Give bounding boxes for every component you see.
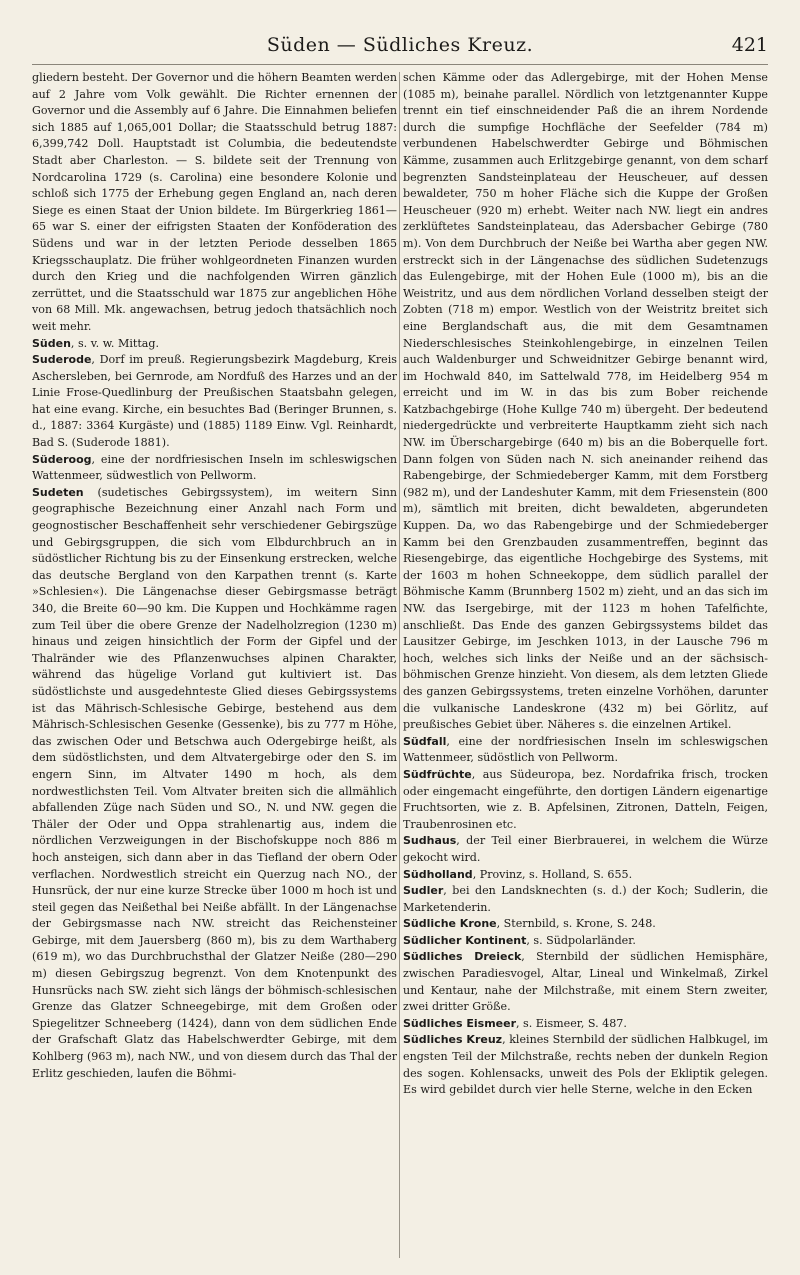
page-number: 421 <box>731 34 768 56</box>
entry-definition: , s. Eismeer, S. 487. <box>516 1016 627 1030</box>
dictionary-entry <box>403 949 768 1015</box>
continued-paragraph <box>403 70 768 734</box>
left-column <box>32 70 397 1260</box>
entry-headword: Süden <box>32 336 71 350</box>
entry-definition: , bei den Landsknechten (s. d.) der Koch; Sudlerin, die Marketenderin. <box>403 884 768 914</box>
continued-paragraph <box>32 70 397 336</box>
entry-headword: Südfrüchte <box>403 767 472 781</box>
entry-definition: , Provinz, s. Holland, S. 655. <box>472 867 633 881</box>
dictionary-entry <box>403 883 768 916</box>
paragraph-text: schen Kämme oder das Adlergebirge, mit der Hohen Mense (1085 m), beinahe parallel. Nördlich von letztgenannter Kuppe trennt ein tief einschneidender Paß die an ihrem Nordende durch die sumpfige Hochfläche der Seefelder (784 m) verbundenen Habelschwerdter Gebirge und Böhmischen Kämme, zusammen auch Erlitzgebirge genannt, von dem scharf begrenzten Sandsteinplateau der Heuscheuer, auf dessen bewaldeter, 750 m hoher Fläche sich die Kuppe der Großen Heuscheuer (920 m) erhebt. Weiter nach NW. liegt ein andres zerklüftetes Sandsteinplateau, das Adersbacher Gebirge (780 m). Von dem Durchbruch der Neiße bei Wartha aber gegen NW. erstreckt sich in der Längenachse des südlichen Sudetenzugs das Eulengebirge, mit der Hohen Eule (1000 m), bis an die Weistritz, und aus dem nördlichen Vorland desselben steigt der Zobten (718 m) empor. Westlich von der Weistritz breitet sich eine Berglandschaft aus, die mit dem Gesamtnamen Niederschlesisches Steinkohlengebirge, in einzelnen Teilen auch Waldenburger und Schweidnitzer Gebirge benannt wird, im Hochwald 840, im Sattelwald 778, im Heidelberg 954 m erreicht und im W. in das bis zum Bober reichende Katzbachgebirge (Hohe Kullge 740 m) übergeht. Der bedeutend niedergedrückte und verbreiterte Hauptkamm zieht sich nach NW. im Überschargebirge (640 m) bis an die Boberquelle fort. Dann folgen von Süden nach N. sich aneinander reihend das Rabengebirge, der Schmiedeberger Kamm, mit dem Forstberg (982 m), und der Landeshuter Kamm, mit dem Friesenstein (800 m), sämtlich mit breiten, dicht bewaldeten, abgerundeten Kuppen. Da, wo das Rabengebirge und der Schmiedeberger Kamm bei den Grenzbauden zusammentreffen, beginnt das Riesengebirge, das eigentliche Hochgebirge des Systems, mit der 1603 m hohen Schneekoppe, dem südlich parallel der Böhmische Kamm (Brunnberg 1502 m) zieht, und an das sich im NW. das Isergebirge, mit der 1123 m hohen Tafelfichte, anschließt. Das Ende des ganzen Gebirgssystems bildet das Lausitzer Gebirge, im Jeschken 1013, in der Lausche 796 m hoch, welches sich links der Neiße und an der sächsisch-böhmischen Grenze hinzieht. Von diesem, als dem letzten Gliede des ganzen Gebirgssystems, treten einzelne Vorhöhen, darunter die vulkanische Landeskrone (432 m) bei Görlitz, auf preußisches Gebiet über. Näheres s. die einzelnen Artikel. <box>403 71 768 732</box>
entry-headword: Suderode <box>32 353 92 367</box>
entry-headword: Südliche Krone <box>403 917 497 931</box>
entry-definition: , der Teil einer Bierbrauerei, in welchem die Würze gekocht wird. <box>403 834 768 864</box>
right-column <box>403 70 768 1260</box>
entry-headword: Südholland <box>403 867 473 881</box>
entry-definition: , Sternbild, s. Krone, S. 248. <box>496 917 656 931</box>
dictionary-entry <box>32 336 397 353</box>
dictionary-entry <box>403 916 768 933</box>
entry-definition: , eine der nordfriesischen Inseln im schleswigschen Wattenmeer, südwestlich von Pellworm. <box>32 452 397 483</box>
dictionary-entry <box>32 352 397 452</box>
dictionary-entry <box>403 867 768 884</box>
running-title: Süden — Südliches Kreuz. <box>266 34 534 56</box>
page-header <box>32 28 768 65</box>
dictionary-entry <box>403 1032 768 1098</box>
dictionary-entry <box>403 833 768 866</box>
entry-definition: , Sternbild der südlichen Hemisphäre, zwischen Paradiesvogel, Altar, Lineal und Winkelmaß, Zirkel und Kentaur, nahe der Milchstraße, mit einem Stern zweiter, zwei dritter Größe. <box>403 950 768 1014</box>
dictionary-entry <box>32 485 397 1082</box>
entry-headword: Sudler <box>403 884 444 898</box>
column-divider <box>399 72 400 1258</box>
entry-headword: Südfall <box>403 734 447 748</box>
entry-definition: , s. Südpolarländer. <box>526 933 636 947</box>
dictionary-entry <box>403 1016 768 1033</box>
entry-definition: (sudetisches Gebirgssystem), im weitern Sinn geographische Bezeichnung einer Anzahl nach Form und geognostischer Beschaffenheit sehr verschiedener Gebirgszüge und Gebirgsgruppen, die sich vom Elbdurchbruch an in südöstlicher Richtung bis zu der Einsenkung erstrecken, welche das deutsche Bergland von den Karpathen trennt (s. Karte »Schlesien«). Die Längenachse dieser Gebirgsmasse beträgt 340, die Breite 60—90 km. Die Kuppen und Hochkämme ragen zum Teil über die obere Grenze der Nadelholzregion (1230 m) hinaus und zeigen hinsichtlich der Form der Gipfel und der Thalränder wie des Pflanzenwuchses alpinen Charakter, während das hügelige Vorland gut kultiviert ist. Das südöstlichste und ausgedehnteste Glied dieses Gebirgssystems ist das Mährisch-Schlesische Gebirge, bestehend aus dem Mährisch-Schlesischen Gesenke (Gessenke), bis zu 777 m Höhe, das zwischen Oder und Betschwa auch Odergebirge heißt, als dem südöstlichsten, und dem Altvatergebirge oder den S. im engern Sinn, im Altvater 1490 m hoch, als dem nordwestlichsten Teil. Vom Altvater breiten sich die allmählich abfallenden Züge nach Süden und SO., N. und NW. gegen die Thäler der Oder und Oppa strahlenartig aus, indem die nördlichen Verzweigungen in der Bischofskuppe noch 886 m hoch ansteigen, sich dann aber in das Tiefland der obern Oder verflachen. Nordwestlich streicht ein Querzug nach NO., der Hunsrück, der nur eine kurze Strecke über 1000 m hoch ist und steil gegen das Neißethal bei Neiße abfällt. In der Längenachse der Gebirgsmasse nach NW. streicht das Reichensteiner Gebirge, mit dem Jauersberg (860 m), bis zu dem Warthaberg (619 m), wo das Durchbruchsthal der Glatzer Neiße (280—290 m) diesen Gebirgszug begrenzt. Von dem Knotenpunkt des Hunsrücks nach SW. zieht sich längs der böhmisch-schlesischen Grenze das Glatzer Schneegebirge, mit dem Großen oder Spiegelitzer Schneeberg (1424), dann von dem südlichen Ende der Grafschaft Glatz das Habelschwerdter Gebirge, mit dem Kohlberg (963 m), nach NW., und von diesem durch das Thal der Erlitz geschieden, laufen die Böhmi- <box>32 485 397 1080</box>
dictionary-entry <box>32 452 397 485</box>
entry-headword: Südlicher Kontinent <box>403 933 527 947</box>
entry-definition: , kleines Sternbild der südlichen Halbkugel, im engsten Teil der Milchstraße, rechts neben der dunkeln Region des sogen. Kohlensacks, unweit des Pols der Ekliptik gelegen. Es wird gebildet durch vier helle Sterne, welche in den Ecken <box>403 1033 768 1097</box>
entry-headword: Südliches Kreuz <box>403 1033 503 1047</box>
entry-headword: Sudhaus <box>403 834 457 848</box>
dictionary-entry <box>403 933 768 950</box>
entry-headword: Südliches Dreieck <box>403 950 522 964</box>
dictionary-entry <box>403 767 768 833</box>
entry-definition: , eine der nordfriesischen Inseln im schleswigschen Wattenmeer, südöstlich von Pellworm. <box>403 734 768 765</box>
entry-definition: , Dorf im preuß. Regierungsbezirk Magdeburg, Kreis Aschersleben, bei Gernrode, am Nordfuß des Harzes und an der Linie Frose-Quedlinburg der Preußischen Staatsbahn gelegen, hat eine evang. Kirche, ein besuchtes Bad (Beringer Brunnen, s. d., 1887: 3364 Kurgäste) und (1885) 1189 Einw. Vgl. Reinhardt, Bad S. (Suderode 1881). <box>32 353 397 450</box>
entry-headword: Sudeten <box>32 485 84 499</box>
entry-definition: , aus Südeuropa, bez. Nordafrika frisch, trocken oder eingemacht eingeführte, den dortigen Ländern eigenartige Fruchtsorten, wie z. B. Apfelsinen, Zitronen, Datteln, Feigen, Traubenrosinen etc. <box>403 767 768 831</box>
entry-definition: , s. v. w. Mittag. <box>70 336 160 350</box>
dictionary-entry <box>403 734 768 767</box>
entry-headword: Südliches Eismeer <box>403 1016 516 1030</box>
paragraph-text: gliedern besteht. Der Governor und die höhern Beamten werden auf 2 Jahre vom Volk gewählt. Die Richter ernennen der Governor und die Assembly auf 6 Jahre. Die Einnahmen beliefen sich 1885 auf 1,065,001 Dollar; die Staatsschuld betrug 1887: 6,399,742 Doll. Hauptstadt ist Columbia, die bedeutendste Stadt aber Charleston. — S. bildete seit der Trennung von Nordcarolina 1729 (s. Carolina) eine besondere Kolonie und schloß sich 1775 der Erhebung gegen England an, nach deren Siege es einen Staat der Union bildete. Im Bürgerkrieg 1861—65 war S. einer der eifrigsten Staaten der Konföderation des Südens und war in der letzten Periode desselben 1865 Kriegsschauplatz. Die früher wohlgeordneten Finanzen wurden durch den Krieg und die nachfolgenden Wirren gänzlich zerrüttet, und die Staatsschuld war 1875 zur angeblichen Höhe von 68 Mill. Mk. angewachsen, betrug jedoch thatsächlich noch weit mehr. <box>32 71 397 333</box>
entry-headword: Süderoog <box>32 452 92 466</box>
